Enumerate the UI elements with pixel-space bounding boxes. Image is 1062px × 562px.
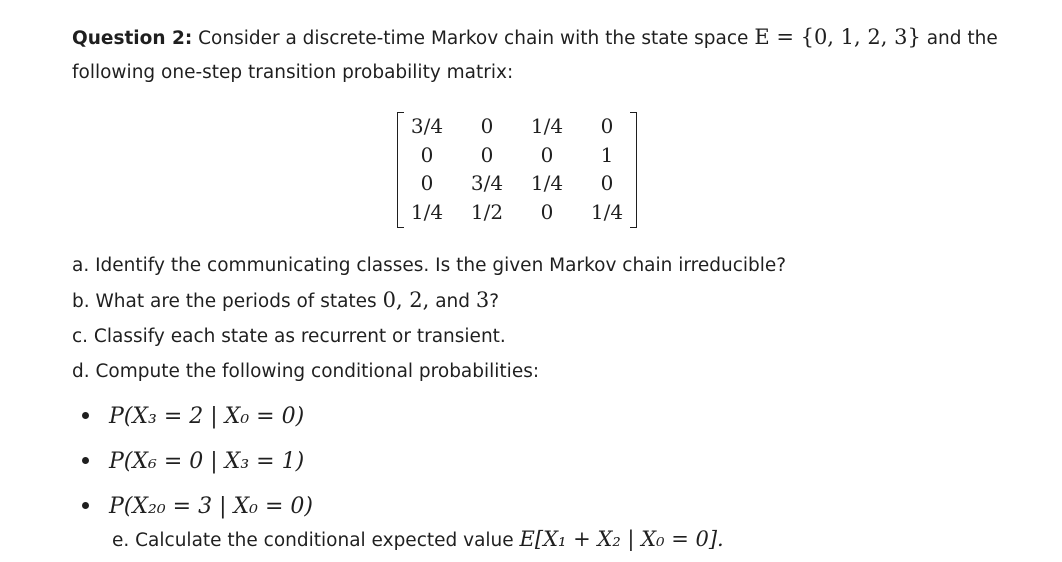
transition-matrix	[397, 112, 637, 238]
part-d: d. Compute the following conditional probabilities:	[72, 361, 540, 382]
matrix-cell: 0	[600, 114, 614, 138]
probability-expression: P(X₂₀ = 3 | X₀ = 0)	[109, 494, 313, 519]
matrix-cell: 1/4	[530, 171, 564, 195]
matrix-cell: 0	[420, 171, 434, 195]
part-b-math: 0, 2,	[382, 288, 430, 312]
matrix-cell: 1/4	[590, 199, 624, 224]
matrix-cell: 0	[480, 114, 494, 138]
matrix-cell: 1/2	[470, 199, 504, 224]
part-a: a. Identify the communicating classes. Is the given Markov chain irreducible?	[72, 255, 787, 276]
question-line-1	[72, 20, 998, 56]
question-parts	[72, 248, 786, 389]
state-space-math: E = {0, 1, 2, 3}	[754, 25, 921, 49]
part-b-and: and	[429, 291, 476, 312]
question-line-2: following one-step transition probability matrix:	[72, 62, 514, 83]
matrix-cell: 0	[420, 142, 434, 167]
probability-expression: P(X₆ = 0 | X₃ = 1)	[109, 449, 305, 474]
part-c: c. Classify each state as recurrent or transient.	[72, 326, 506, 347]
list-item	[82, 439, 313, 484]
matrix-cell: 0	[480, 142, 494, 167]
question-intro-tail: and the	[920, 28, 998, 49]
part-e-prefix: e. Calculate the conditional expected value	[112, 530, 520, 551]
bullet-icon	[82, 457, 89, 464]
question-intro: Consider a discrete-time Markov chain with the state space	[192, 28, 755, 49]
probability-list	[82, 394, 313, 529]
matrix-table	[397, 112, 637, 226]
matrix-row	[397, 112, 637, 141]
matrix-cell: 1	[600, 142, 614, 167]
part-e-math: E[X₁ + X₂ | X₀ = 0].	[519, 527, 724, 551]
matrix-cell: 0	[540, 199, 554, 224]
matrix-row	[397, 141, 637, 170]
part-b-math-2: 3	[475, 288, 490, 312]
matrix-cell: 3/4	[470, 171, 504, 195]
part-b	[72, 283, 786, 319]
part-b-suffix: ?	[489, 291, 500, 312]
matrix-cell: 0	[600, 171, 614, 195]
matrix-cell: 3/4	[410, 114, 444, 138]
matrix-cell: 1/4	[530, 114, 564, 138]
matrix-row	[397, 198, 637, 227]
matrix-cell: 1/4	[410, 199, 444, 224]
matrix-row	[397, 169, 637, 198]
bullet-icon	[82, 502, 89, 509]
part-e	[112, 522, 724, 558]
bullet-icon	[82, 412, 89, 419]
probability-expression: P(X₃ = 2 | X₀ = 0)	[109, 404, 305, 429]
matrix-cell: 0	[540, 142, 554, 167]
part-b-prefix: b. What are the periods of states	[72, 291, 383, 312]
list-item	[82, 394, 313, 439]
question-label: Question 2:	[72, 28, 193, 49]
